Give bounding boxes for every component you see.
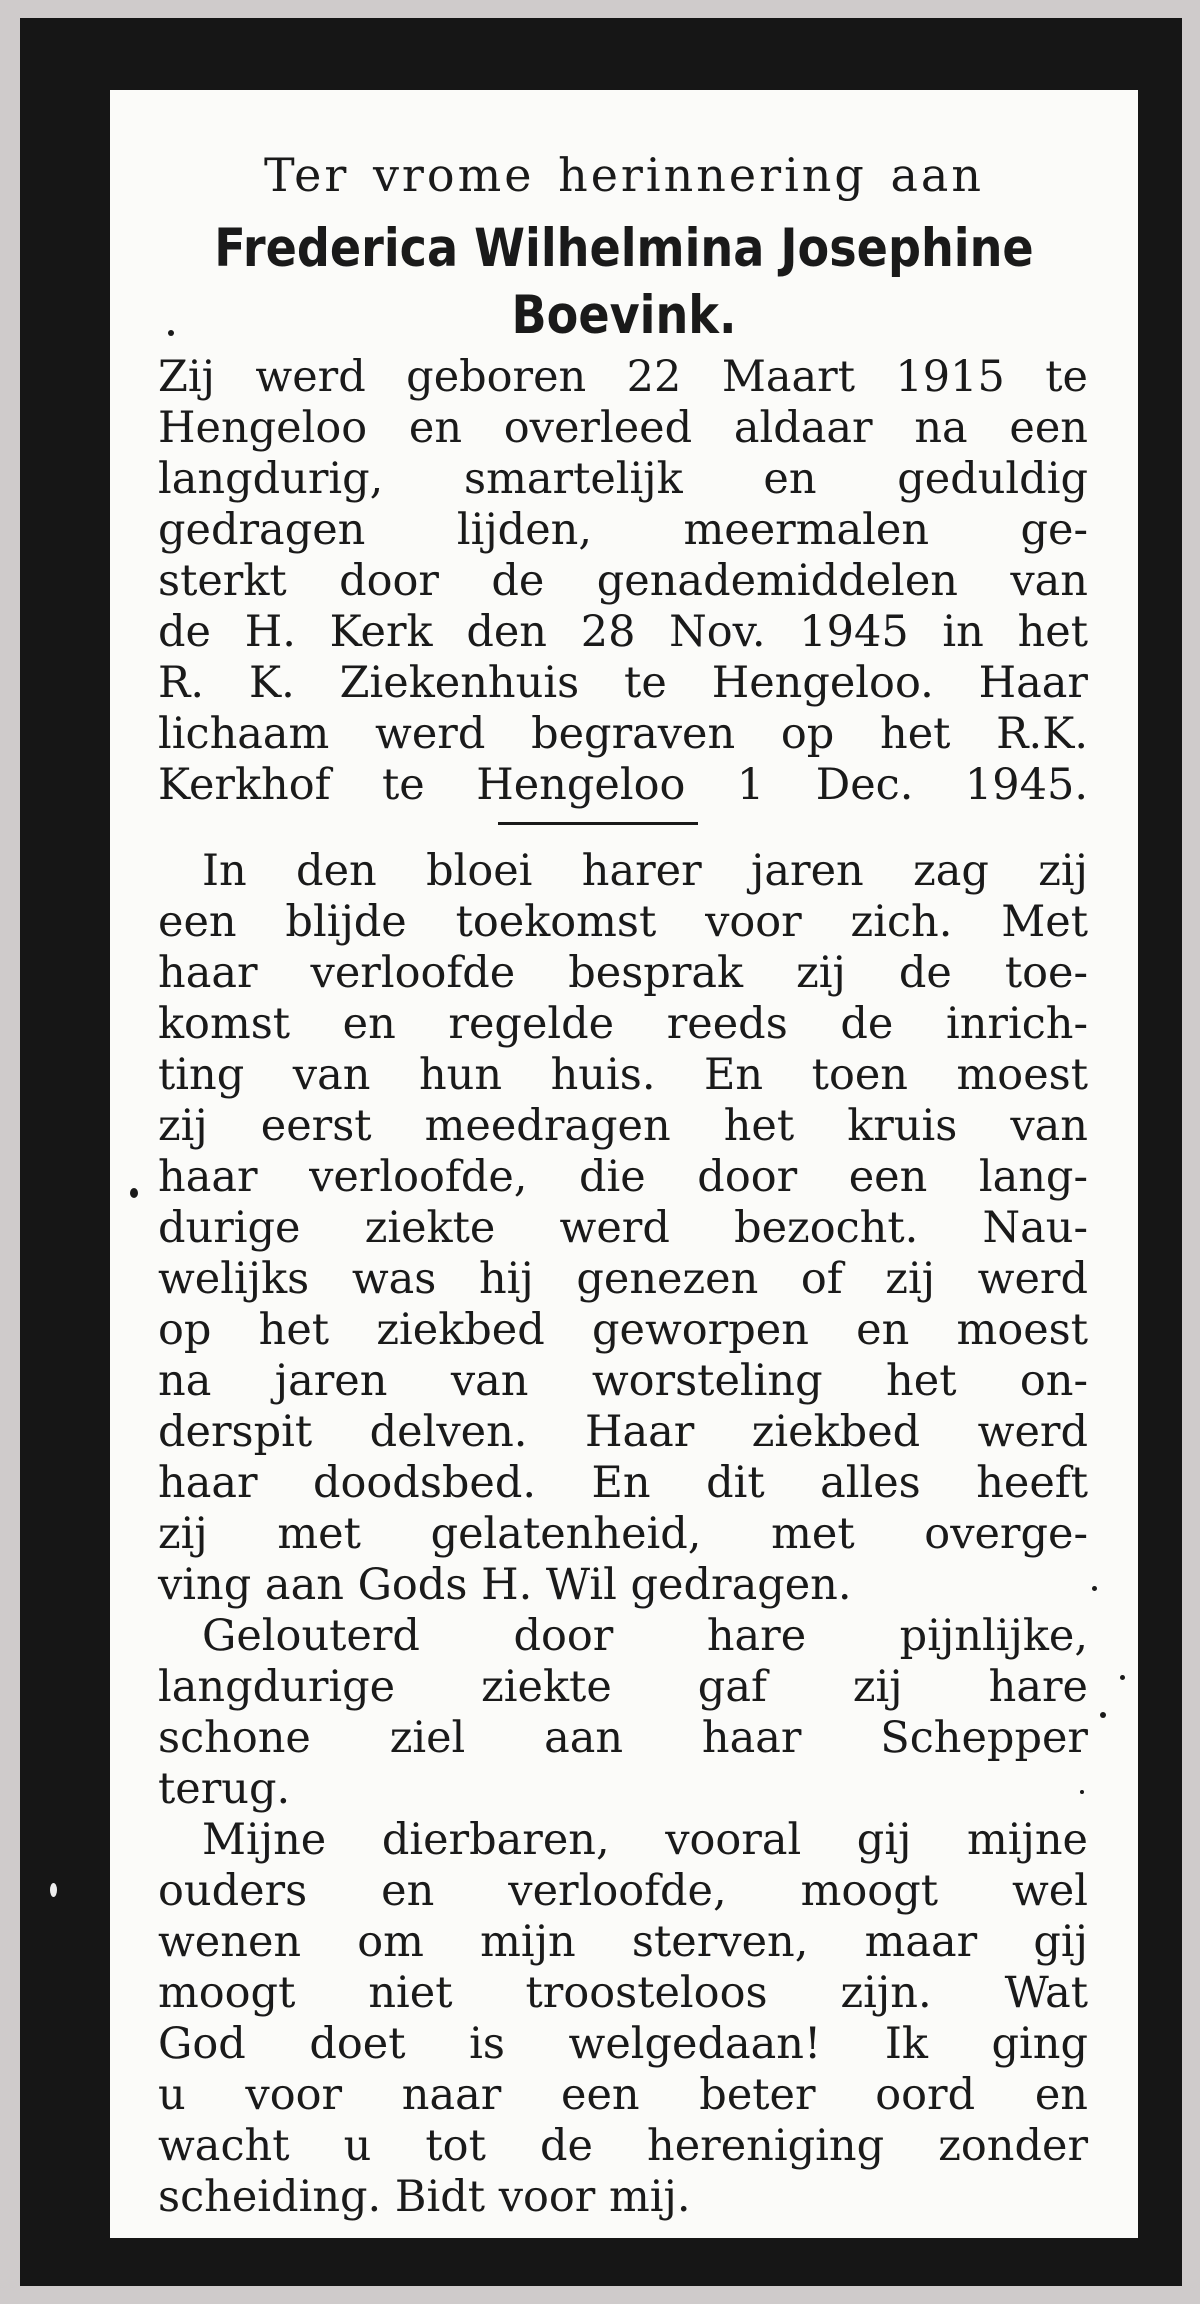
deceased-surname: Boevink. bbox=[511, 285, 737, 346]
print-speck bbox=[130, 1188, 138, 1198]
memorial-card-border bbox=[20, 18, 1182, 2286]
memorial-line: ouders en verloofde, moogt wel bbox=[158, 1866, 1088, 1916]
biography-line: Kerkhof te Hengeloo 1 Dec. 1945. bbox=[158, 760, 1088, 810]
biography-line: gedragen lijden, meermalen ge- bbox=[158, 505, 1088, 555]
memorial-line: In den bloei harer jaren zag zij bbox=[202, 846, 1088, 896]
memorial-line: op het ziekbed geworpen en moest bbox=[158, 1305, 1088, 1355]
memorial-line: haar verloofde, die door een lang- bbox=[158, 1152, 1088, 1202]
deceased-name: Frederica Wilhelmina Josephine bbox=[214, 218, 1034, 279]
memorial-line: moogt niet troosteloos zijn. Wat bbox=[158, 1968, 1088, 2018]
print-speck bbox=[1092, 1586, 1097, 1591]
card-intro: Ter vrome herinnering aan bbox=[264, 148, 984, 202]
memorial-line: ting van hun huis. En toen moest bbox=[158, 1050, 1088, 1100]
biography-line: R. K. Ziekenhuis te Hengeloo. Haar bbox=[158, 658, 1088, 708]
biography-line: langdurig, smartelijk en geduldig bbox=[158, 454, 1088, 504]
memorial-text bbox=[158, 846, 1088, 2223]
print-speck bbox=[1100, 1712, 1106, 1718]
biography-line: de H. Kerk den 28 Nov. 1945 in het bbox=[158, 607, 1088, 657]
memorial-line: zij met gelatenheid, met overge- bbox=[158, 1509, 1088, 1559]
memorial-line: haar doodsbed. En dit alles heeft bbox=[158, 1458, 1088, 1508]
memorial-line: wenen om mijn sterven, maar gij bbox=[158, 1917, 1088, 1967]
memorial-line: wacht u tot de hereniging zonder bbox=[158, 2121, 1088, 2171]
section-divider bbox=[498, 822, 698, 825]
border-speck bbox=[50, 1883, 57, 1897]
memorial-line: komst en regelde reeds de inrich- bbox=[158, 999, 1088, 1049]
print-speck bbox=[168, 330, 174, 336]
print-speck bbox=[1120, 1675, 1125, 1680]
memorial-line: u voor naar een beter oord en bbox=[158, 2070, 1088, 2120]
memorial-line: Mijne dierbaren, vooral gij mijne bbox=[202, 1815, 1088, 1865]
biography-line: Hengeloo en overleed aldaar na een bbox=[158, 403, 1088, 453]
biography-paragraph bbox=[158, 352, 1088, 811]
memorial-line: durige ziekte werd bezocht. Nau- bbox=[158, 1203, 1088, 1253]
memorial-line: welijks was hij genezen of zij werd bbox=[158, 1254, 1088, 1304]
memorial-line: zij eerst meedragen het kruis van bbox=[158, 1101, 1088, 1151]
memorial-line: schone ziel aan haar Schepper bbox=[158, 1713, 1088, 1763]
biography-line: Zij werd geboren 22 Maart 1915 te bbox=[158, 352, 1088, 402]
print-speck bbox=[1080, 1790, 1084, 1794]
memorial-card bbox=[110, 90, 1138, 2238]
memorial-line: een blijde toekomst voor zich. Met bbox=[158, 897, 1088, 947]
memorial-line: langdurige ziekte gaf zij hare bbox=[158, 1662, 1088, 1712]
memorial-line: na jaren van worsteling het on- bbox=[158, 1356, 1088, 1406]
biography-line: sterkt door de genademiddelen van bbox=[158, 556, 1088, 606]
biography-line: lichaam werd begraven op het R.K. bbox=[158, 709, 1088, 759]
memorial-line: derspit delven. Haar ziekbed werd bbox=[158, 1407, 1088, 1457]
memorial-line: Gelouterd door hare pijnlijke, bbox=[202, 1611, 1088, 1661]
memorial-line: terug. bbox=[158, 1764, 291, 1814]
memorial-line: scheiding. Bidt voor mij. bbox=[158, 2172, 691, 2222]
memorial-line: ving aan Gods H. Wil gedragen. bbox=[158, 1560, 852, 1610]
memorial-line: God doet is welgedaan! Ik ging bbox=[158, 2019, 1088, 2069]
memorial-line: haar verloofde besprak zij de toe- bbox=[158, 948, 1088, 998]
